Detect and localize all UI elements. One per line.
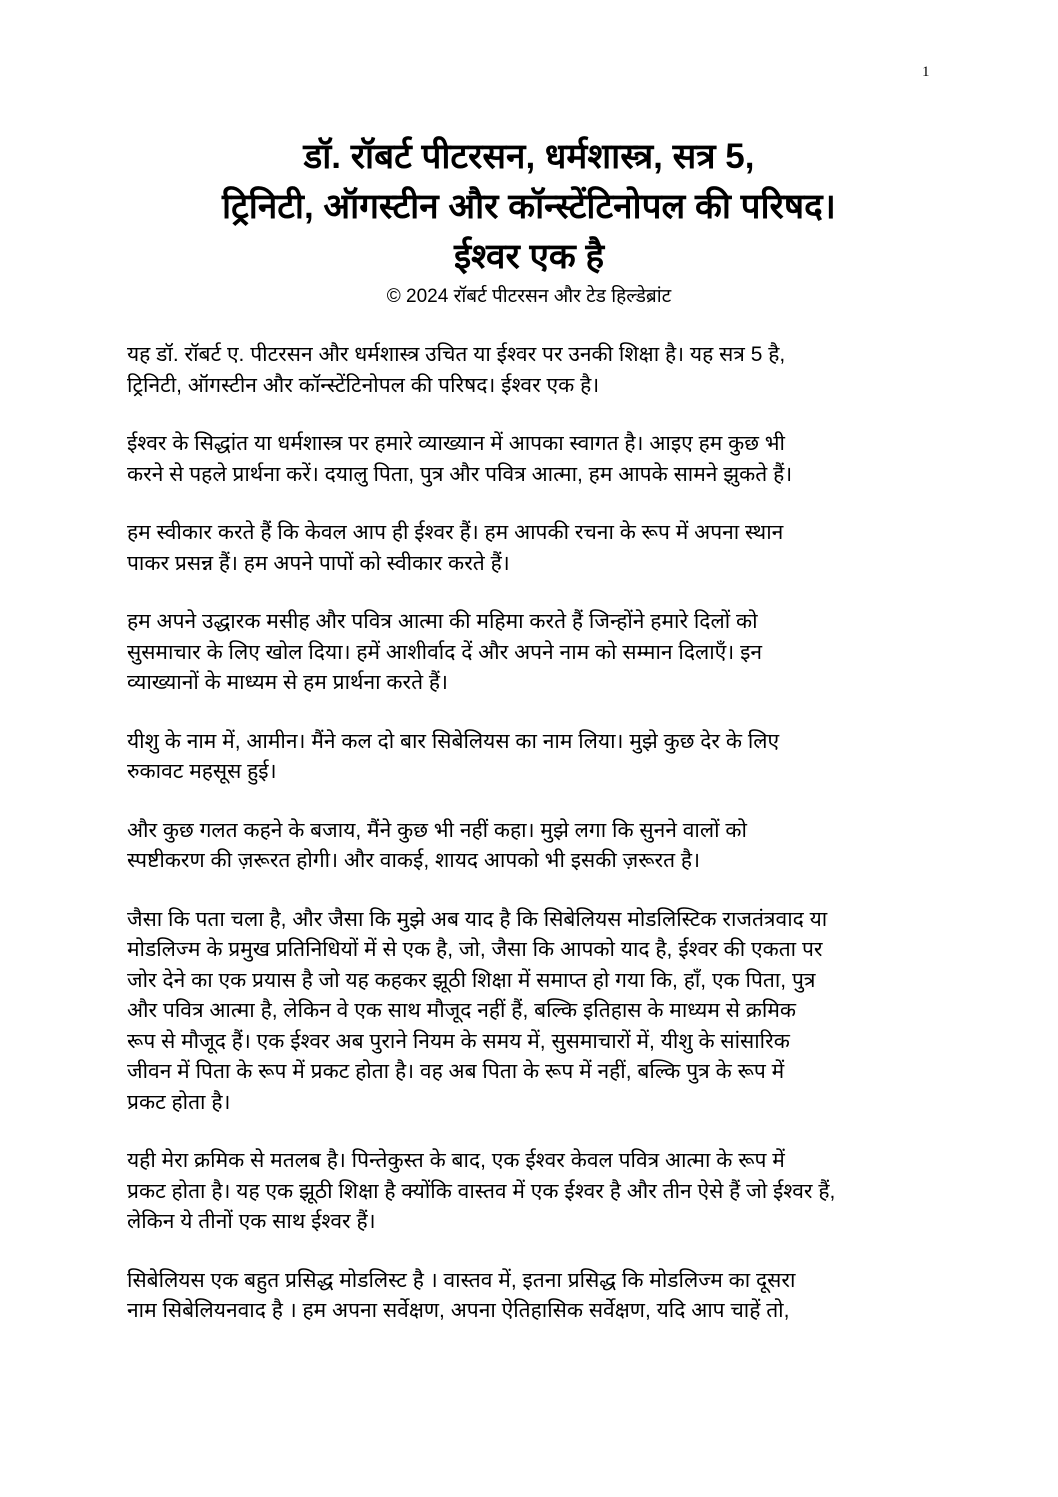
paragraph-line: रुकावट महसूस हुई। bbox=[127, 760, 277, 783]
paragraph-line: मोडलिज्म के प्रमुख प्रतिनिधियों में से एक है, जो, जैसा कि आपको याद है, ईश्वर की एकता पर bbox=[127, 938, 823, 961]
paragraph-line: और कुछ गलत कहने के बजाय, मैंने कुछ भी नहीं कहा। मुझे लगा कि सुनने वालों को bbox=[127, 818, 747, 842]
paragraph-line: रूप से मौजूद हैं। एक ईश्वर अब पुराने नियम के समय में, सुसमाचारों में, यीशु के सांसारिक bbox=[127, 1029, 790, 1053]
paragraph bbox=[127, 1266, 957, 1327]
paragraph-line: सुसमाचार के लिए खोल दिया। हमें आशीर्वाद दें और अपने नाम को सम्मान दिलाएँ। इन bbox=[127, 640, 763, 664]
paragraph-line: पाकर प्रसन्न हैं। हम अपने पापों को स्वीकार करते हैं। bbox=[127, 551, 510, 575]
paragraph-line: यह डॉ. रॉबर्ट ए. पीटरसन और धर्मशास्त्र उचित या ईश्वर पर उनकी शिक्षा है। यह सत्र 5 है, bbox=[127, 343, 786, 366]
title-line: डॉ. रॉबर्ट पीटरसन, धर्मशास्त्र, सत्र 5, bbox=[303, 137, 755, 176]
paragraph-line: ट्रिनिटी, ऑगस्टीन और कॉन्स्टेंटिनोपल की परिषद। ईश्वर एक है। bbox=[127, 373, 600, 397]
paragraph-line: ईश्वर के सिद्धांत या धर्मशास्त्र पर हमारे व्याख्यान में आपका स्वागत है। आइए हम कुछ भी bbox=[127, 432, 786, 455]
paragraph bbox=[127, 429, 957, 490]
paragraph-line: जोर देने का एक प्रयास है जो यह कहकर झूठी शिक्षा में समाप्त हो गया कि, हाँ, एक पिता, पुत्र bbox=[127, 968, 816, 992]
paragraph-line: जैसा कि पता चला है, और जैसा कि मुझे अब याद है कि सिबेलियस मोडलिस्टिक राजतंत्रवाद या bbox=[127, 907, 828, 931]
paragraph-line: जीवन में पिता के रूप में प्रकट होता है। वह अब पिता के रूप में नहीं, बल्कि पुत्र के रूप में bbox=[127, 1060, 785, 1083]
paragraph-line: नाम सिबेलियनवाद है । हम अपना सर्वेक्षण, अपना ऐतिहासिक सर्वेक्षण, यदि आप चाहें तो, bbox=[127, 1299, 790, 1322]
paragraph-line: यही मेरा क्रमिक से मतलब है। पिन्तेकुस्त के बाद, एक ईश्वर केवल पवित्र आत्मा के रूप में bbox=[127, 1149, 785, 1172]
title-line: ट्रिनिटी, ऑगस्टीन और कॉन्स्टेंटिनोपल की परिषद। bbox=[222, 187, 836, 226]
paragraph-line: लेकिन ये तीनों एक साथ ईश्वर हैं। bbox=[127, 1210, 376, 1233]
document-body bbox=[127, 340, 957, 1355]
paragraph bbox=[127, 1146, 957, 1238]
paragraph-line: सिबेलियस एक बहुत प्रसिद्ध मोडलिस्ट है । वास्तव में, इतना प्रसिद्ध कि मोडलिज्म का दूसरा bbox=[127, 1268, 796, 1292]
paragraph-line: प्रकट होता है। bbox=[127, 1090, 231, 1114]
paragraph bbox=[127, 518, 957, 579]
paragraph-line: यीशु के नाम में, आमीन। मैंने कल दो बार सिबेलियस का नाम लिया। मुझे कुछ देर के लिए bbox=[127, 729, 780, 753]
page-number: 1 bbox=[922, 64, 930, 80]
paragraph-line: हम अपने उद्धारक मसीह और पवित्र आत्मा की महिमा करते हैं जिन्होंने हमारे दिलों को bbox=[127, 610, 758, 633]
paragraph-line: और पवित्र आत्मा है, लेकिन वे एक साथ मौजूद नहीं हैं, बल्कि इतिहास के माध्यम से क्रमिक bbox=[127, 999, 797, 1022]
copyright-line: © 2024 रॉबर्ट पीटरसन और टेड हिल्डेब्रांट bbox=[386, 286, 672, 307]
title-line: ईश्वर एक है bbox=[453, 237, 605, 276]
paragraph bbox=[127, 905, 957, 1119]
paragraph bbox=[127, 816, 957, 877]
paragraph bbox=[127, 607, 957, 699]
paragraph-line: स्पष्टीकरण की ज़रूरत होगी। और वाकई, शायद आपको भी इसकी ज़रूरत है। bbox=[127, 849, 701, 872]
paragraph bbox=[127, 340, 957, 401]
paragraph bbox=[127, 727, 957, 788]
paragraph-line: हम स्वीकार करते हैं कि केवल आप ही ईश्वर हैं। हम आपकी रचना के रूप में अपना स्थान bbox=[127, 521, 784, 544]
paragraph-line: करने से पहले प्रार्थना करें। दयालु पिता, पुत्र और पवित्र आत्मा, हम आपके सामने झुकते हैं। bbox=[127, 462, 793, 486]
paragraph-line: व्याख्यानों के माध्यम से हम प्रार्थना करते हैं। bbox=[127, 671, 449, 694]
paragraph-line: प्रकट होता है। यह एक झूठी शिक्षा है क्योंकि वास्तव में एक ईश्वर है और तीन ऐसे हैं जो ईश्वर हैं, bbox=[127, 1179, 836, 1203]
document-title bbox=[0, 132, 1058, 282]
